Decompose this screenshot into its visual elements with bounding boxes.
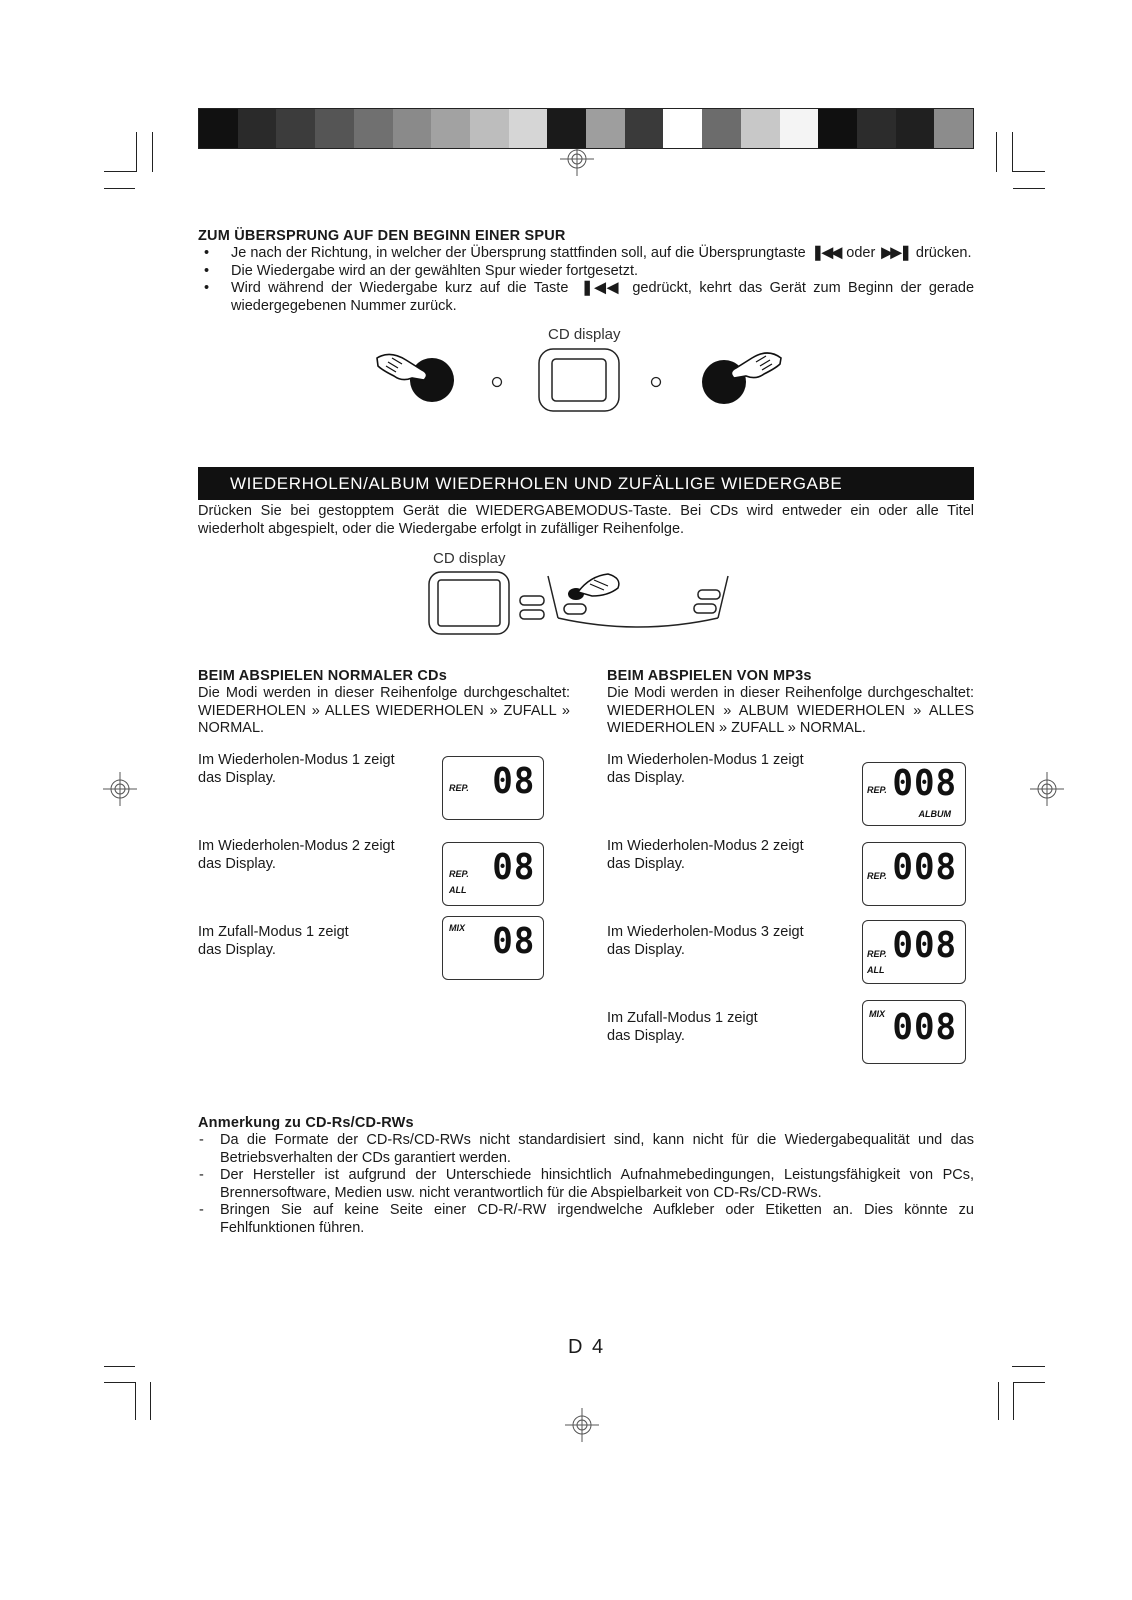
lcd-tag: REP.	[449, 783, 469, 793]
color-swatch	[857, 109, 896, 148]
color-swatch	[818, 109, 857, 148]
lcd-digits: 08	[491, 761, 535, 802]
color-swatch	[663, 109, 702, 148]
mode-description: Im Wiederholen-Modus 3 zeigt das Display.	[607, 924, 804, 958]
lcd-tag: ALBUM	[918, 809, 951, 819]
color-swatch	[393, 109, 432, 148]
color-swatch	[238, 109, 277, 148]
hand-pressing-skip-back-button-illustration	[372, 348, 462, 408]
column-heading: BEIM ABSPIELEN VON MP3s	[607, 668, 812, 684]
registration-mark-icon	[565, 1408, 599, 1442]
mode-description: Im Wiederholen-Modus 2 zeigt das Display.	[607, 838, 804, 872]
lcd-tag: REP.	[867, 949, 887, 959]
column-intro: Die Modi werden in dieser Reihenfolge durchgeschaltet: WIEDERHOLEN » ALLES WIEDERHOLEN » ZUFALL » NORMAL.	[198, 685, 570, 736]
color-swatch	[470, 109, 509, 148]
section-heading: ZUM ÜBERSPRUNG AUF DEN BEGINN EINER SPUR	[198, 228, 566, 244]
note-list	[196, 1132, 974, 1237]
registration-mark-icon	[1030, 772, 1064, 806]
lcd-tag: MIX	[869, 1009, 886, 1019]
color-swatch	[934, 109, 973, 148]
list-item: - Der Hersteller ist aufgrund der Unterschiede hinsichtlich Aufnahmebedingungen, Leistungsfähigkeit von PCs, Brennersoftware, Medien usw. nicht verantwortlich für die Abspielbarkeit von CD-Rs/CD-RWs.	[199, 1167, 974, 1201]
list-item: • Je nach der Richtung, in welcher der Übersprung stattfinden soll, auf die Übersprungtaste ❚◀◀ oder ▶▶❚ drücken.	[204, 245, 972, 261]
mode-description: Im Wiederholen-Modus 1 zeigt das Display.	[198, 752, 395, 786]
color-swatch	[354, 109, 393, 148]
color-swatch	[315, 109, 354, 148]
lcd-display	[442, 756, 544, 820]
skip-back-icon: ❚◀◀	[809, 245, 843, 261]
column-heading: BEIM ABSPIELEN NORMALER CDs	[198, 668, 447, 684]
lcd-display	[862, 842, 966, 906]
lcd-display	[442, 842, 544, 906]
lcd-display	[862, 920, 966, 984]
skip-back-icon: ❚◀◀	[575, 280, 625, 296]
hand-pressing-skip-forward-button-illustration	[696, 346, 786, 408]
color-calibration-bar	[198, 108, 974, 149]
skip-instructions	[198, 245, 974, 315]
color-swatch	[586, 109, 625, 148]
color-swatch	[702, 109, 741, 148]
color-swatch	[896, 109, 935, 148]
lcd-digits: 08	[491, 921, 535, 962]
lcd-tag: REP.	[867, 871, 887, 881]
mode-description: Im Wiederholen-Modus 1 zeigt das Display.	[607, 752, 804, 786]
color-swatch	[780, 109, 819, 148]
figure-caption: CD display	[433, 550, 506, 567]
indicator-dot-icon	[650, 376, 662, 388]
lcd-digits: 008	[892, 763, 957, 804]
mode-description: Im Zufall-Modus 1 zeigt das Display.	[198, 924, 349, 958]
color-swatch	[509, 109, 548, 148]
section-banner: WIEDERHOLEN/ALBUM WIEDERHOLEN UND ZUFÄLLIGE WIEDERGABE	[198, 467, 974, 500]
lcd-digits: 008	[892, 1007, 957, 1048]
list-item: • Die Wiedergabe wird an der gewählten Spur wieder fortgesetzt.	[204, 262, 639, 279]
lcd-digits: 008	[892, 847, 957, 888]
lcd-display	[862, 762, 966, 826]
color-swatch	[199, 109, 238, 148]
lcd-tag: ALL	[449, 885, 467, 895]
lcd-digits: 08	[491, 847, 535, 888]
mode-intro-paragraph: Drücken Sie bei gestopptem Gerät die WIEDERGABEMODUS-Taste. Bei CDs wird entweder ein oder alle Titel wiederholt abgespielt, oder die Wiedergabe erfolgt in zufälliger Reihenfolge.	[198, 503, 974, 537]
lcd-tag: MIX	[449, 923, 466, 933]
list-item: - Da die Formate der CD-Rs/CD-RWs nicht standardisiert sind, kann nicht für die Wiedergabequalität und das Betriebsverhalten der CDs garantiert werden.	[199, 1132, 974, 1166]
mode-description: Im Zufall-Modus 1 zeigt das Display.	[607, 1010, 758, 1044]
skip-forward-icon: ▶▶❚	[879, 245, 912, 261]
color-swatch	[276, 109, 315, 148]
color-swatch	[547, 109, 586, 148]
color-swatch	[741, 109, 780, 148]
cd-display-illustration	[538, 348, 620, 412]
lcd-tag: ALL	[867, 965, 885, 975]
list-item: • Wird während der Wiedergabe kurz auf die Taste ❚◀◀ gedrückt, kehrt das Gerät zum Beginn der gerade wiedergegebenen Nummer zurück.	[204, 280, 975, 314]
color-swatch	[625, 109, 664, 148]
color-swatch	[431, 109, 470, 148]
play-mode-button-illustration	[428, 566, 742, 642]
registration-mark-icon	[103, 772, 137, 806]
indicator-dot-icon	[491, 376, 503, 388]
lcd-digits: 008	[892, 925, 957, 966]
lcd-tag: REP.	[449, 869, 469, 879]
lcd-display	[862, 1000, 966, 1064]
note-heading: Anmerkung zu CD-Rs/CD-RWs	[198, 1115, 414, 1131]
lcd-tag: REP.	[867, 785, 887, 795]
mode-description: Im Wiederholen-Modus 2 zeigt das Display.	[198, 838, 395, 872]
page-number: D 4	[568, 1336, 606, 1358]
column-intro: Die Modi werden in dieser Reihenfolge durchgeschaltet: WIEDERHOLEN » ALBUM WIEDERHOLEN » ALLES WIEDERHOLEN » ZUFALL » NORMAL.	[607, 685, 974, 736]
lcd-display	[442, 916, 544, 980]
list-item: - Bringen Sie auf keine Seite einer CD-R/-RW irgendwelche Aufkleber oder Etiketten an. Dies könnte zu Fehlfunktionen führen.	[199, 1202, 974, 1236]
figure-caption: CD display	[548, 326, 621, 343]
